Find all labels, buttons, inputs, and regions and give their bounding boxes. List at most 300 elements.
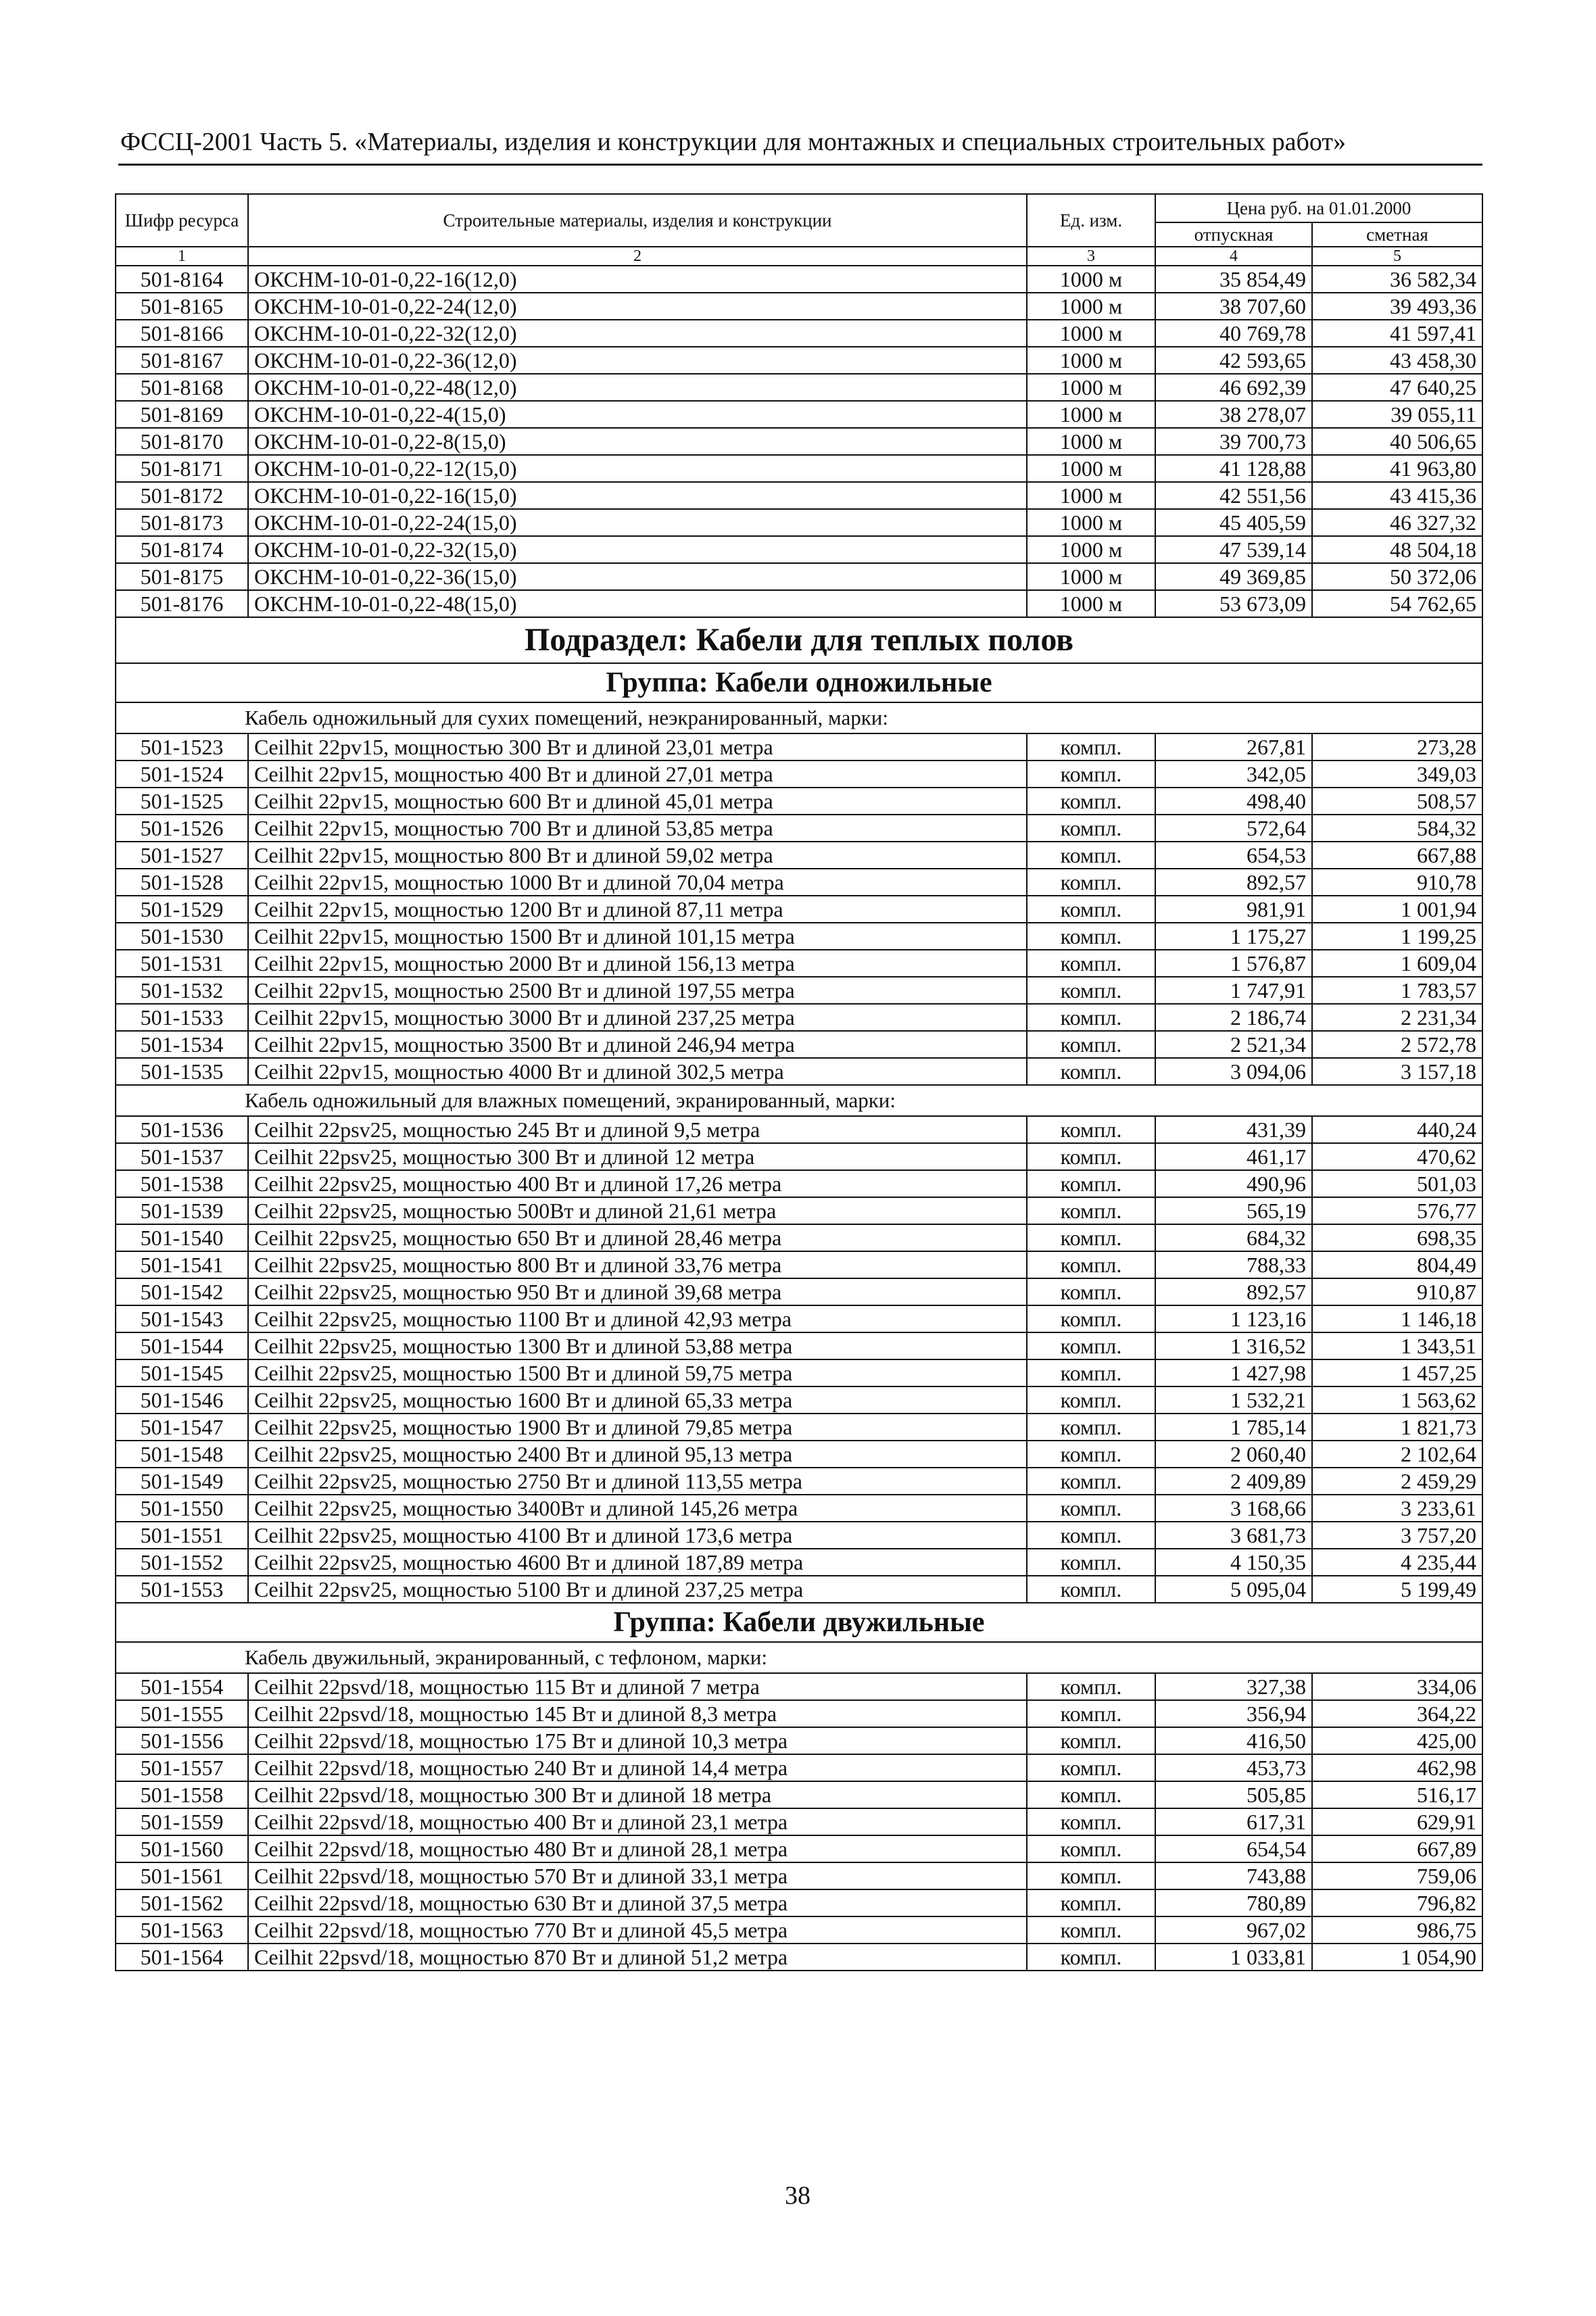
cell-name: Ceilhit 22pv15, мощностью 2500 Вт и длиной 197,55 метра bbox=[248, 977, 1027, 1004]
cell-estimate: 2 459,29 bbox=[1312, 1468, 1482, 1495]
cell-release: 431,39 bbox=[1155, 1116, 1312, 1143]
table-row bbox=[116, 1700, 1482, 1727]
cell-estimate: 50 372,06 bbox=[1312, 563, 1482, 590]
cell-release: 1 747,91 bbox=[1155, 977, 1312, 1004]
group-note-twin: Кабель двужильный, экранированный, с тефлоном, марки: bbox=[116, 1642, 1482, 1673]
cell-code: 501-1556 bbox=[116, 1727, 248, 1754]
table-row bbox=[116, 1441, 1482, 1468]
table-row bbox=[116, 374, 1482, 401]
cell-release: 41 128,88 bbox=[1155, 455, 1312, 482]
cell-name: Ceilhit 22psv25, мощностью 245 Вт и длиной 9,5 метра bbox=[248, 1116, 1027, 1143]
cell-name: Ceilhit 22pv15, мощностью 400 Вт и длиной 27,01 метра bbox=[248, 761, 1027, 788]
cell-release: 4 150,35 bbox=[1155, 1549, 1312, 1576]
table-row bbox=[116, 293, 1482, 320]
cell-release: 5 095,04 bbox=[1155, 1576, 1312, 1603]
table-row bbox=[116, 1414, 1482, 1441]
cell-code: 501-1563 bbox=[116, 1916, 248, 1944]
cell-unit: компл. bbox=[1027, 733, 1155, 761]
cell-name: Ceilhit 22psv25, мощностью 950 Вт и длиной 39,68 метра bbox=[248, 1278, 1027, 1305]
cell-name: Ceilhit 22pv15, мощностью 4000 Вт и длиной 302,5 метра bbox=[248, 1058, 1027, 1085]
rows-pv15 bbox=[116, 733, 1482, 1085]
cell-unit: компл. bbox=[1027, 1916, 1155, 1944]
cell-estimate: 39 493,36 bbox=[1312, 293, 1482, 320]
cell-estimate: 910,87 bbox=[1312, 1278, 1482, 1305]
cell-estimate: 43 415,36 bbox=[1312, 482, 1482, 509]
table-row bbox=[116, 1781, 1482, 1808]
cell-name: Ceilhit 22psvd/18, мощностью 115 Вт и длиной 7 метра bbox=[248, 1673, 1027, 1700]
cell-estimate: 1 563,62 bbox=[1312, 1386, 1482, 1414]
cell-unit: компл. bbox=[1027, 1576, 1155, 1603]
cell-estimate: 1 343,51 bbox=[1312, 1332, 1482, 1359]
cell-unit: компл. bbox=[1027, 869, 1155, 896]
cell-name: Ceilhit 22psvd/18, мощностью 400 Вт и длиной 23,1 метра bbox=[248, 1808, 1027, 1835]
cell-release: 38 278,07 bbox=[1155, 401, 1312, 428]
table-row bbox=[116, 923, 1482, 950]
col-code-header: Шифр ресурса bbox=[116, 194, 248, 247]
cell-unit: компл. bbox=[1027, 1441, 1155, 1468]
table-row bbox=[116, 428, 1482, 455]
table-row bbox=[116, 401, 1482, 428]
cell-unit: компл. bbox=[1027, 1835, 1155, 1862]
cell-estimate: 3 757,20 bbox=[1312, 1522, 1482, 1549]
cell-code: 501-8168 bbox=[116, 374, 248, 401]
cell-code: 501-1542 bbox=[116, 1278, 248, 1305]
cell-name: ОКСНМ-10-01-0,22-12(15,0) bbox=[248, 455, 1027, 482]
cell-code: 501-1555 bbox=[116, 1700, 248, 1727]
cell-name: ОКСНМ-10-01-0,22-4(15,0) bbox=[248, 401, 1027, 428]
cell-code: 501-1554 bbox=[116, 1673, 248, 1700]
cell-code: 501-1536 bbox=[116, 1116, 248, 1143]
cell-name: ОКСНМ-10-01-0,22-48(15,0) bbox=[248, 590, 1027, 617]
group-title-single: Группа: Кабели одножильные bbox=[116, 663, 1482, 702]
cell-estimate: 41 963,80 bbox=[1312, 455, 1482, 482]
cell-unit: 1000 м bbox=[1027, 428, 1155, 455]
cell-release: 572,64 bbox=[1155, 815, 1312, 842]
cell-release: 684,32 bbox=[1155, 1224, 1312, 1251]
cell-unit: 1000 м bbox=[1027, 590, 1155, 617]
cell-estimate: 41 597,41 bbox=[1312, 320, 1482, 347]
cell-unit: компл. bbox=[1027, 1495, 1155, 1522]
cell-estimate: 576,77 bbox=[1312, 1197, 1482, 1224]
cell-estimate: 4 235,44 bbox=[1312, 1549, 1482, 1576]
cell-name: ОКСНМ-10-01-0,22-24(15,0) bbox=[248, 509, 1027, 536]
rows-psvd18 bbox=[116, 1673, 1482, 1971]
cell-code: 501-8176 bbox=[116, 590, 248, 617]
col-estimate-header: сметная bbox=[1312, 222, 1482, 247]
cell-code: 501-1529 bbox=[116, 896, 248, 923]
cell-code: 501-1559 bbox=[116, 1808, 248, 1835]
table-row bbox=[116, 1495, 1482, 1522]
cell-name: ОКСНМ-10-01-0,22-24(12,0) bbox=[248, 293, 1027, 320]
cell-estimate: 334,06 bbox=[1312, 1673, 1482, 1700]
cell-estimate: 2 572,78 bbox=[1312, 1031, 1482, 1058]
cell-name: Ceilhit 22psv25, мощностью 1300 Вт и длиной 53,88 метра bbox=[248, 1332, 1027, 1359]
cell-name: Ceilhit 22pv15, мощностью 800 Вт и длиной 59,02 метра bbox=[248, 842, 1027, 869]
cell-estimate: 54 762,65 bbox=[1312, 590, 1482, 617]
table-row bbox=[116, 1576, 1482, 1603]
cell-name: Ceilhit 22psvd/18, мощностью 770 Вт и длиной 45,5 метра bbox=[248, 1916, 1027, 1944]
table-row bbox=[116, 977, 1482, 1004]
table-row bbox=[116, 590, 1482, 617]
cell-code: 501-8170 bbox=[116, 428, 248, 455]
cell-code: 501-1538 bbox=[116, 1170, 248, 1197]
table-row bbox=[116, 1170, 1482, 1197]
cell-name: ОКСНМ-10-01-0,22-8(15,0) bbox=[248, 428, 1027, 455]
cell-estimate: 508,57 bbox=[1312, 788, 1482, 815]
cell-name: Ceilhit 22psv25, мощностью 4600 Вт и длиной 187,89 метра bbox=[248, 1549, 1027, 1576]
cell-code: 501-1558 bbox=[116, 1781, 248, 1808]
cell-code: 501-8174 bbox=[116, 536, 248, 563]
cell-unit: компл. bbox=[1027, 1781, 1155, 1808]
subsection-title: Подраздел: Кабели для теплых полов bbox=[116, 617, 1482, 663]
page-header: ФССЦ-2001 Часть 5. «Материалы, изделия и конструкции для монтажных и специальных строительных работ» bbox=[120, 128, 1346, 156]
cell-code: 501-1523 bbox=[116, 733, 248, 761]
col-number: 1 bbox=[116, 247, 248, 266]
cell-estimate: 584,32 bbox=[1312, 815, 1482, 842]
page-number: 38 bbox=[785, 2181, 811, 2210]
cell-release: 1 316,52 bbox=[1155, 1332, 1312, 1359]
cell-unit: компл. bbox=[1027, 1197, 1155, 1224]
cell-name: Ceilhit 22psv25, мощностью 3400Вт и длиной 145,26 метра bbox=[248, 1495, 1027, 1522]
table-row bbox=[116, 1727, 1482, 1754]
group-note-wet: Кабель одножильный для влажных помещений, экранированный, марки: bbox=[116, 1085, 1482, 1116]
cell-estimate: 1 199,25 bbox=[1312, 923, 1482, 950]
cell-name: ОКСНМ-10-01-0,22-48(12,0) bbox=[248, 374, 1027, 401]
cell-code: 501-8173 bbox=[116, 509, 248, 536]
cell-estimate: 759,06 bbox=[1312, 1862, 1482, 1889]
cell-code: 501-1549 bbox=[116, 1468, 248, 1495]
cell-unit: компл. bbox=[1027, 923, 1155, 950]
table-row bbox=[116, 761, 1482, 788]
rows-psv25 bbox=[116, 1116, 1482, 1603]
table-row bbox=[116, 1673, 1482, 1700]
cell-name: Ceilhit 22pv15, мощностью 300 Вт и длиной 23,01 метра bbox=[248, 733, 1027, 761]
cell-name: Ceilhit 22psv25, мощностью 1900 Вт и длиной 79,85 метра bbox=[248, 1414, 1027, 1441]
cell-code: 501-1561 bbox=[116, 1862, 248, 1889]
cell-unit: компл. bbox=[1027, 1549, 1155, 1576]
cell-code: 501-1545 bbox=[116, 1359, 248, 1386]
cell-name: ОКСНМ-10-01-0,22-32(12,0) bbox=[248, 320, 1027, 347]
cell-estimate: 5 199,49 bbox=[1312, 1576, 1482, 1603]
table-row bbox=[116, 1143, 1482, 1170]
cell-unit: компл. bbox=[1027, 788, 1155, 815]
cell-unit: компл. bbox=[1027, 977, 1155, 1004]
cell-code: 501-1548 bbox=[116, 1441, 248, 1468]
table-row bbox=[116, 869, 1482, 896]
cell-code: 501-1531 bbox=[116, 950, 248, 977]
cell-code: 501-1552 bbox=[116, 1549, 248, 1576]
table-row bbox=[116, 320, 1482, 347]
cell-estimate: 1 054,90 bbox=[1312, 1944, 1482, 1971]
cell-unit: компл. bbox=[1027, 1058, 1155, 1085]
cell-estimate: 667,88 bbox=[1312, 842, 1482, 869]
cell-release: 267,81 bbox=[1155, 733, 1312, 761]
cell-unit: 1000 м bbox=[1027, 563, 1155, 590]
cell-name: Ceilhit 22psv25, мощностью 650 Вт и длиной 28,46 метра bbox=[248, 1224, 1027, 1251]
cell-estimate: 1 821,73 bbox=[1312, 1414, 1482, 1441]
table-row bbox=[116, 788, 1482, 815]
cell-unit: компл. bbox=[1027, 1522, 1155, 1549]
cell-code: 501-1532 bbox=[116, 977, 248, 1004]
cell-name: Ceilhit 22psvd/18, мощностью 480 Вт и длиной 28,1 метра bbox=[248, 1835, 1027, 1862]
cell-release: 490,96 bbox=[1155, 1170, 1312, 1197]
table-row bbox=[116, 950, 1482, 977]
cell-release: 49 369,85 bbox=[1155, 563, 1312, 590]
cell-name: Ceilhit 22pv15, мощностью 3000 Вт и длиной 237,25 метра bbox=[248, 1004, 1027, 1031]
cell-unit: компл. bbox=[1027, 761, 1155, 788]
cell-code: 501-1524 bbox=[116, 761, 248, 788]
cell-name: Ceilhit 22pv15, мощностью 2000 Вт и длиной 156,13 метра bbox=[248, 950, 1027, 977]
cell-estimate: 440,24 bbox=[1312, 1116, 1482, 1143]
cell-name: Ceilhit 22psvd/18, мощностью 630 Вт и длиной 37,5 метра bbox=[248, 1889, 1027, 1916]
col-number: 2 bbox=[248, 247, 1027, 266]
cell-code: 501-1546 bbox=[116, 1386, 248, 1414]
cell-name: Ceilhit 22pv15, мощностью 1200 Вт и длиной 87,11 метра bbox=[248, 896, 1027, 923]
cell-unit: компл. bbox=[1027, 1808, 1155, 1835]
cell-code: 501-8164 bbox=[116, 266, 248, 293]
cell-name: Ceilhit 22psvd/18, мощностью 870 Вт и длиной 51,2 метра bbox=[248, 1944, 1027, 1971]
cell-unit: компл. bbox=[1027, 842, 1155, 869]
cell-name: ОКСНМ-10-01-0,22-16(12,0) bbox=[248, 266, 1027, 293]
cell-name: Ceilhit 22psv25, мощностью 1100 Вт и длиной 42,93 метра bbox=[248, 1305, 1027, 1332]
cell-estimate: 1 609,04 bbox=[1312, 950, 1482, 977]
cell-code: 501-1550 bbox=[116, 1495, 248, 1522]
cell-release: 892,57 bbox=[1155, 869, 1312, 896]
cell-release: 654,53 bbox=[1155, 842, 1312, 869]
cell-name: Ceilhit 22psvd/18, мощностью 300 Вт и длиной 18 метра bbox=[248, 1781, 1027, 1808]
cell-name: Ceilhit 22pv15, мощностью 600 Вт и длиной 45,01 метра bbox=[248, 788, 1027, 815]
cell-estimate: 804,49 bbox=[1312, 1251, 1482, 1278]
cell-code: 501-1540 bbox=[116, 1224, 248, 1251]
cell-estimate: 698,35 bbox=[1312, 1224, 1482, 1251]
cell-code: 501-1525 bbox=[116, 788, 248, 815]
cell-unit: компл. bbox=[1027, 1004, 1155, 1031]
table-row bbox=[116, 1835, 1482, 1862]
note-block-wet bbox=[116, 1085, 1482, 1116]
cell-unit: компл. bbox=[1027, 815, 1155, 842]
cell-estimate: 47 640,25 bbox=[1312, 374, 1482, 401]
cell-unit: компл. bbox=[1027, 1332, 1155, 1359]
cell-release: 1 785,14 bbox=[1155, 1414, 1312, 1441]
cell-estimate: 273,28 bbox=[1312, 733, 1482, 761]
table-row bbox=[116, 1468, 1482, 1495]
cell-code: 501-8169 bbox=[116, 401, 248, 428]
cell-unit: 1000 м bbox=[1027, 401, 1155, 428]
table-row bbox=[116, 482, 1482, 509]
cell-unit: 1000 м bbox=[1027, 347, 1155, 374]
cell-unit: компл. bbox=[1027, 1889, 1155, 1916]
cell-code: 501-1527 bbox=[116, 842, 248, 869]
cell-release: 654,54 bbox=[1155, 1835, 1312, 1862]
cell-unit: 1000 м bbox=[1027, 536, 1155, 563]
cell-unit: 1000 м bbox=[1027, 293, 1155, 320]
cell-release: 461,17 bbox=[1155, 1143, 1312, 1170]
cell-release: 780,89 bbox=[1155, 1889, 1312, 1916]
cell-release: 2 186,74 bbox=[1155, 1004, 1312, 1031]
cell-estimate: 3 233,61 bbox=[1312, 1495, 1482, 1522]
table-row bbox=[116, 266, 1482, 293]
cell-code: 501-1535 bbox=[116, 1058, 248, 1085]
table-row bbox=[116, 1116, 1482, 1143]
table-row bbox=[116, 1305, 1482, 1332]
cell-estimate: 46 327,32 bbox=[1312, 509, 1482, 536]
cell-code: 501-1530 bbox=[116, 923, 248, 950]
cell-unit: 1000 м bbox=[1027, 266, 1155, 293]
cell-release: 1 532,21 bbox=[1155, 1386, 1312, 1414]
cell-release: 967,02 bbox=[1155, 1916, 1312, 1944]
table-row bbox=[116, 455, 1482, 482]
cell-unit: 1000 м bbox=[1027, 509, 1155, 536]
col-number: 4 bbox=[1155, 247, 1312, 266]
cell-estimate: 462,98 bbox=[1312, 1754, 1482, 1781]
cell-estimate: 364,22 bbox=[1312, 1700, 1482, 1727]
cell-code: 501-8171 bbox=[116, 455, 248, 482]
cell-name: Ceilhit 22psv25, мощностью 1600 Вт и длиной 65,33 метра bbox=[248, 1386, 1027, 1414]
cell-unit: 1000 м bbox=[1027, 320, 1155, 347]
cell-unit: 1000 м bbox=[1027, 482, 1155, 509]
cell-estimate: 501,03 bbox=[1312, 1170, 1482, 1197]
cell-estimate: 629,91 bbox=[1312, 1808, 1482, 1835]
cell-release: 2 409,89 bbox=[1155, 1468, 1312, 1495]
cell-unit: компл. bbox=[1027, 1031, 1155, 1058]
cell-release: 327,38 bbox=[1155, 1673, 1312, 1700]
table-row bbox=[116, 1058, 1482, 1085]
cell-release: 47 539,14 bbox=[1155, 536, 1312, 563]
cell-release: 40 769,78 bbox=[1155, 320, 1312, 347]
cell-unit: компл. bbox=[1027, 896, 1155, 923]
cell-name: Ceilhit 22psv25, мощностью 2750 Вт и длиной 113,55 метра bbox=[248, 1468, 1027, 1495]
cell-unit: компл. bbox=[1027, 1700, 1155, 1727]
table-row bbox=[116, 536, 1482, 563]
table-row bbox=[116, 1386, 1482, 1414]
table-row bbox=[116, 1754, 1482, 1781]
cell-estimate: 1 146,18 bbox=[1312, 1305, 1482, 1332]
cell-estimate: 39 055,11 bbox=[1312, 401, 1482, 428]
cell-release: 45 405,59 bbox=[1155, 509, 1312, 536]
cell-unit: компл. bbox=[1027, 1754, 1155, 1781]
cell-name: Ceilhit 22psv25, мощностью 800 Вт и длиной 33,76 метра bbox=[248, 1251, 1027, 1278]
cell-release: 1 427,98 bbox=[1155, 1359, 1312, 1386]
cell-release: 42 551,56 bbox=[1155, 482, 1312, 509]
cell-unit: компл. bbox=[1027, 1359, 1155, 1386]
cell-unit: компл. bbox=[1027, 1944, 1155, 1971]
cell-name: Ceilhit 22psvd/18, мощностью 240 Вт и длиной 14,4 метра bbox=[248, 1754, 1027, 1781]
cell-estimate: 2 231,34 bbox=[1312, 1004, 1482, 1031]
col-price-header: Цена руб. на 01.01.2000 bbox=[1155, 194, 1482, 222]
cell-name: Ceilhit 22psvd/18, мощностью 145 Вт и длиной 8,3 метра bbox=[248, 1700, 1027, 1727]
col-name-header: Строительные материалы, изделия и конструкции bbox=[248, 194, 1027, 247]
cell-estimate: 796,82 bbox=[1312, 1889, 1482, 1916]
cell-release: 788,33 bbox=[1155, 1251, 1312, 1278]
table-row bbox=[116, 1004, 1482, 1031]
cell-estimate: 516,17 bbox=[1312, 1781, 1482, 1808]
cell-unit: компл. bbox=[1027, 1862, 1155, 1889]
cell-release: 2 521,34 bbox=[1155, 1031, 1312, 1058]
table-row bbox=[116, 1549, 1482, 1576]
cell-name: Ceilhit 22pv15, мощностью 1000 Вт и длиной 70,04 метра bbox=[248, 869, 1027, 896]
cell-release: 53 673,09 bbox=[1155, 590, 1312, 617]
cell-code: 501-1539 bbox=[116, 1197, 248, 1224]
cell-code: 501-1557 bbox=[116, 1754, 248, 1781]
cell-code: 501-1526 bbox=[116, 815, 248, 842]
cell-name: Ceilhit 22pv15, мощностью 700 Вт и длиной 53,85 метра bbox=[248, 815, 1027, 842]
cell-name: Ceilhit 22psv25, мощностью 5100 Вт и длиной 237,25 метра bbox=[248, 1576, 1027, 1603]
cell-unit: компл. bbox=[1027, 1170, 1155, 1197]
cell-name: ОКСНМ-10-01-0,22-16(15,0) bbox=[248, 482, 1027, 509]
cell-unit: компл. bbox=[1027, 1251, 1155, 1278]
cell-unit: компл. bbox=[1027, 1727, 1155, 1754]
table-row bbox=[116, 1808, 1482, 1835]
cell-unit: 1000 м bbox=[1027, 455, 1155, 482]
cell-code: 501-1551 bbox=[116, 1522, 248, 1549]
cell-release: 565,19 bbox=[1155, 1197, 1312, 1224]
cell-code: 501-1541 bbox=[116, 1251, 248, 1278]
cell-unit: компл. bbox=[1027, 950, 1155, 977]
cell-release: 2 060,40 bbox=[1155, 1441, 1312, 1468]
table-row bbox=[116, 815, 1482, 842]
cell-name: Ceilhit 22pv15, мощностью 3500 Вт и длиной 246,94 метра bbox=[248, 1031, 1027, 1058]
cell-release: 46 692,39 bbox=[1155, 374, 1312, 401]
cell-release: 342,05 bbox=[1155, 761, 1312, 788]
table-row bbox=[116, 1332, 1482, 1359]
cell-name: Ceilhit 22psv25, мощностью 4100 Вт и длиной 173,6 метра bbox=[248, 1522, 1027, 1549]
cell-release: 1 576,87 bbox=[1155, 950, 1312, 977]
cell-unit: компл. bbox=[1027, 1468, 1155, 1495]
col-number: 5 bbox=[1312, 247, 1482, 266]
cell-estimate: 36 582,34 bbox=[1312, 266, 1482, 293]
cell-release: 1 123,16 bbox=[1155, 1305, 1312, 1332]
cell-name: Ceilhit 22psv25, мощностью 500Вт и длиной 21,61 метра bbox=[248, 1197, 1027, 1224]
cell-name: ОКСНМ-10-01-0,22-36(12,0) bbox=[248, 347, 1027, 374]
cell-estimate: 3 157,18 bbox=[1312, 1058, 1482, 1085]
cell-release: 1 175,27 bbox=[1155, 923, 1312, 950]
cell-unit: компл. bbox=[1027, 1386, 1155, 1414]
cell-release: 617,31 bbox=[1155, 1808, 1312, 1835]
cell-estimate: 48 504,18 bbox=[1312, 536, 1482, 563]
table-row bbox=[116, 1522, 1482, 1549]
cell-unit: компл. bbox=[1027, 1278, 1155, 1305]
cell-code: 501-1553 bbox=[116, 1576, 248, 1603]
table-row bbox=[116, 1359, 1482, 1386]
col-number: 3 bbox=[1027, 247, 1155, 266]
cell-code: 501-1533 bbox=[116, 1004, 248, 1031]
cell-name: Ceilhit 22psv25, мощностью 400 Вт и длиной 17,26 метра bbox=[248, 1170, 1027, 1197]
cell-release: 38 707,60 bbox=[1155, 293, 1312, 320]
group-title-twin: Группа: Кабели двужильные bbox=[116, 1603, 1482, 1642]
cell-unit: 1000 м bbox=[1027, 374, 1155, 401]
price-table bbox=[115, 193, 1483, 1971]
cell-unit: компл. bbox=[1027, 1116, 1155, 1143]
cell-name: Ceilhit 22psvd/18, мощностью 175 Вт и длиной 10,3 метра bbox=[248, 1727, 1027, 1754]
cell-code: 501-1544 bbox=[116, 1332, 248, 1359]
rows-oksnm bbox=[116, 266, 1482, 617]
cell-code: 501-8175 bbox=[116, 563, 248, 590]
table-row bbox=[116, 733, 1482, 761]
cell-code: 501-1537 bbox=[116, 1143, 248, 1170]
cell-release: 981,91 bbox=[1155, 896, 1312, 923]
cell-release: 3 094,06 bbox=[1155, 1058, 1312, 1085]
cell-unit: компл. bbox=[1027, 1305, 1155, 1332]
cell-release: 42 593,65 bbox=[1155, 347, 1312, 374]
cell-estimate: 910,78 bbox=[1312, 869, 1482, 896]
table-row bbox=[116, 1031, 1482, 1058]
col-unit-header: Ед. изм. bbox=[1027, 194, 1155, 247]
table-row bbox=[116, 1278, 1482, 1305]
cell-name: Ceilhit 22psvd/18, мощностью 570 Вт и длиной 33,1 метра bbox=[248, 1862, 1027, 1889]
cell-release: 892,57 bbox=[1155, 1278, 1312, 1305]
table-row bbox=[116, 509, 1482, 536]
cell-code: 501-8167 bbox=[116, 347, 248, 374]
